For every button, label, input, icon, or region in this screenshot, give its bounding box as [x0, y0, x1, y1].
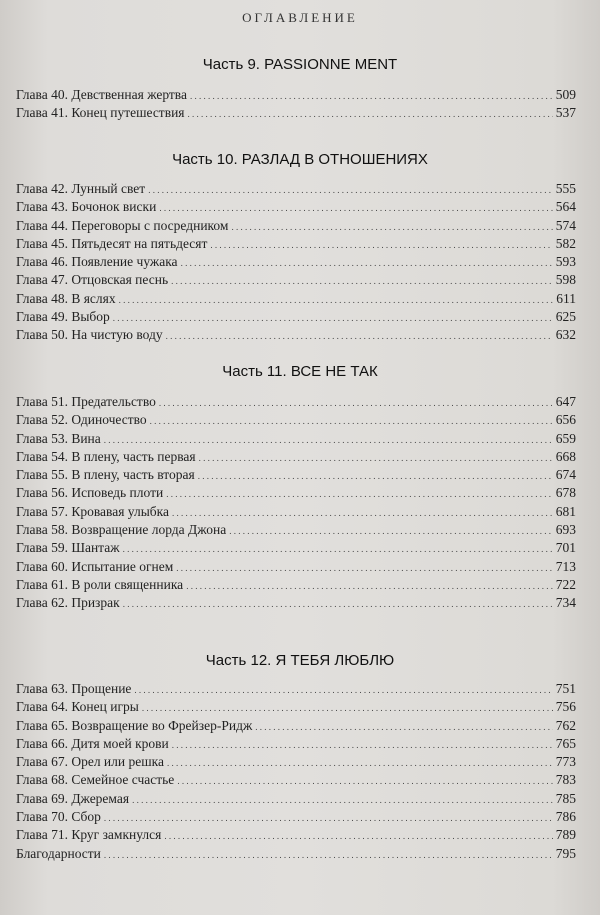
page-number: 632 [555, 327, 576, 343]
chapter-title: Глава 69. Джеремая [16, 790, 130, 806]
toc-entry [16, 771, 576, 789]
toc-entry [16, 539, 576, 557]
dot-leader [123, 539, 553, 558]
chapter-title: Глава 48. В яслях [16, 290, 116, 306]
dot-leader [231, 217, 552, 236]
toc-entry [16, 735, 576, 753]
toc-entry [16, 104, 576, 122]
dot-leader [181, 253, 553, 272]
dot-leader [229, 521, 553, 540]
page-number: 773 [555, 754, 576, 770]
page-number: 509 [555, 87, 576, 102]
page-number: 582 [555, 235, 576, 251]
toc-entry [16, 680, 576, 698]
toc-entry [16, 180, 576, 198]
dot-leader [113, 308, 553, 327]
page-number: 722 [555, 576, 576, 592]
dot-leader [171, 271, 553, 290]
toc-entry [16, 576, 576, 594]
page-number: 751 [555, 681, 576, 696]
dot-leader [176, 558, 552, 577]
dot-leader [188, 104, 553, 123]
toc-entry [16, 308, 576, 326]
page-number: 555 [555, 181, 576, 196]
toc-entry [16, 326, 576, 344]
dot-leader [119, 290, 554, 309]
chapter-title: Глава 59. Шантаж [16, 540, 120, 556]
page-number: 668 [555, 448, 576, 464]
page-number: 647 [555, 394, 576, 409]
toc-entry [16, 448, 576, 466]
part-11-title: Часть 11. ВСЕ НЕ ТАК [222, 363, 378, 380]
chapter-title: Глава 46. Появление чужака [16, 254, 178, 270]
chapter-title: Глава 57. Кровавая улыбка [16, 503, 169, 519]
toc-entry [16, 503, 576, 521]
part-12-title: Часть 12. Я ТЕБЯ ЛЮБЛЮ [205, 652, 395, 669]
toc-entry [16, 698, 576, 716]
chapter-title: Глава 43. Бочонок виски [16, 199, 157, 215]
chapter-title: Глава 44. Переговоры с посредником [16, 217, 229, 233]
page-number: 762 [555, 717, 576, 733]
dot-leader [159, 198, 552, 217]
dot-leader [186, 576, 553, 595]
part-10-title: Часть 10. РАЗЛАД В ОТНОШЕНИЯХ [172, 151, 428, 168]
chapter-title: Глава 50. На чистую воду [16, 327, 163, 343]
dot-leader [164, 826, 552, 845]
chapter-title: Глава 62. Призрак [16, 595, 120, 611]
dot-leader [159, 393, 553, 412]
part-10-entries [16, 180, 576, 345]
dot-leader [190, 86, 553, 105]
dot-leader [167, 753, 553, 772]
toc-entry [16, 558, 576, 576]
chapter-title: Глава 51. Предательство [16, 394, 156, 409]
toc-entry [16, 217, 576, 235]
page-number: 713 [555, 558, 576, 574]
page-number: 593 [555, 254, 576, 270]
dot-leader [166, 484, 553, 503]
page-number: 795 [555, 845, 576, 861]
chapter-title: Глава 58. Возвращение лорда Джона [16, 522, 227, 538]
page-number: 789 [555, 827, 576, 843]
chapter-title: Глава 45. Пятьдесят на пятьдесят [16, 235, 208, 251]
dot-leader [132, 790, 553, 809]
page-number: 611 [556, 290, 576, 306]
dot-leader [104, 845, 553, 864]
toc-entry [16, 393, 576, 411]
chapter-title: Глава 53. Вина [16, 430, 101, 446]
dot-leader [199, 448, 553, 467]
page-number: 681 [555, 503, 576, 519]
page-number: 786 [555, 809, 576, 825]
page-number: 659 [555, 430, 576, 446]
dot-leader [210, 235, 552, 254]
chapter-title: Глава 56. Исповедь плоти [16, 485, 164, 501]
toc-entry [16, 86, 576, 104]
chapter-title: Глава 66. Дитя моей крови [16, 735, 169, 751]
chapter-title: Глава 49. Выбор [16, 309, 110, 325]
page-number: 734 [555, 595, 576, 611]
chapter-title: Благодарности [16, 845, 101, 861]
dot-leader [104, 430, 553, 449]
page-number: 756 [555, 699, 576, 715]
toc-entry [16, 484, 576, 502]
toc-entry [16, 430, 576, 448]
dot-leader [123, 594, 553, 613]
page-number: 537 [555, 105, 576, 121]
chapter-title: Глава 68. Семейное счастье [16, 772, 175, 788]
chapter-title: Глава 40. Девственная жертва [16, 87, 187, 102]
chapter-title: Глава 41. Конец путешествия [16, 105, 185, 121]
toc-entry [16, 271, 576, 289]
page-number: 574 [555, 217, 576, 233]
page-number: 785 [555, 790, 576, 806]
chapter-title: Глава 42. Лунный свет [16, 181, 146, 196]
toc-entry [16, 253, 576, 271]
part-9-title: Часть 9. PASSIONNE MENT [202, 56, 398, 73]
chapter-title: Глава 61. В роли священника [16, 576, 184, 592]
page-number: 625 [555, 309, 576, 325]
toc-entry [16, 753, 576, 771]
dot-leader [134, 680, 552, 699]
chapter-title: Глава 65. Возвращение во Фрейзер-Ридж [16, 717, 253, 733]
page-number: 564 [555, 199, 576, 215]
chapter-title: Глава 67. Орел или решка [16, 754, 164, 770]
chapter-title: Глава 47. Отцовская песнь [16, 272, 169, 288]
toc-entry [16, 808, 576, 826]
page-number: 783 [555, 772, 576, 788]
page-number: 678 [555, 485, 576, 501]
chapter-title: Глава 64. Конец игры [16, 699, 139, 715]
toc-entry [16, 826, 576, 844]
dot-leader [142, 698, 553, 717]
dot-leader [172, 735, 553, 754]
chapter-title: Глава 71. Круг замкнулся [16, 827, 162, 843]
toc-entry [16, 466, 576, 484]
page-number: 674 [555, 467, 576, 483]
toc-entry [16, 290, 576, 308]
page-number: 765 [555, 735, 576, 751]
toc-entry [16, 235, 576, 253]
dot-leader [198, 466, 553, 485]
chapter-title: Глава 70. Сбор [16, 809, 101, 825]
dot-leader [172, 503, 553, 522]
part-9-entries [16, 86, 576, 123]
toc-entry [16, 594, 576, 612]
dot-leader [104, 808, 553, 827]
chapter-title: Глава 54. В плену, часть первая [16, 448, 196, 464]
page-number: 598 [555, 272, 576, 288]
toc-entry [16, 717, 576, 735]
page-number: 693 [555, 522, 576, 538]
toc-entry [16, 411, 576, 429]
chapter-title: Глава 52. Одиночество [16, 412, 147, 428]
running-head: ОГЛАВЛЕНИЕ [242, 10, 358, 25]
toc-entry [16, 198, 576, 216]
chapter-title: Глава 63. Прощение [16, 681, 132, 696]
dot-leader [255, 717, 552, 736]
toc-entry [16, 790, 576, 808]
page-number: 656 [555, 412, 576, 428]
part-11-entries [16, 393, 576, 613]
dot-leader [148, 180, 553, 199]
part-12-entries [16, 680, 576, 863]
dot-leader [166, 326, 553, 345]
chapter-title: Глава 60. Испытание огнем [16, 558, 174, 574]
page-number: 701 [555, 540, 576, 556]
dot-leader [150, 411, 553, 430]
chapter-title: Глава 55. В плену, часть вторая [16, 467, 195, 483]
dot-leader [177, 771, 552, 790]
toc-entry [16, 845, 576, 863]
toc-entry [16, 521, 576, 539]
